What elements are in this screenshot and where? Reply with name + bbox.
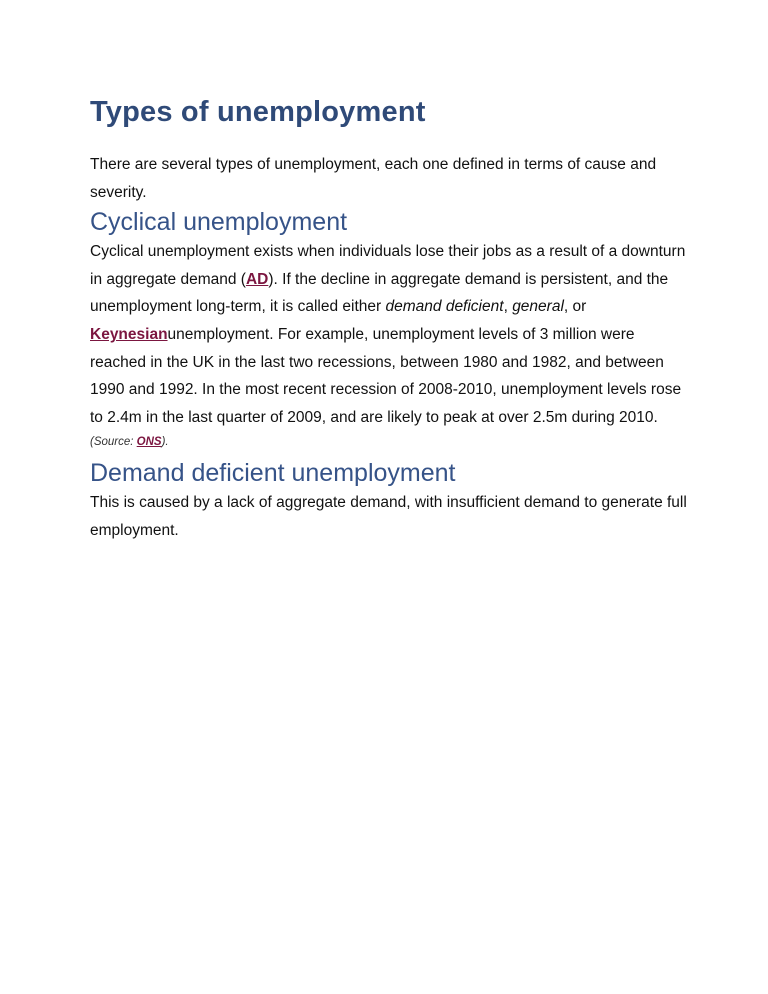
cyclical-heading: Cyclical unemployment xyxy=(90,208,348,237)
document-page xyxy=(90,92,690,545)
cyclical-text-1: Cyclical unemployment exists when individuals lose their jobs as a result of a downturn in aggregate demand ( xyxy=(90,243,686,288)
demand-deficient-heading: Demand deficient unemployment xyxy=(90,459,456,488)
cyclical-text-2: ). If the decline in aggregate demand is persistent, and the unemployment long-term, it is called either xyxy=(90,270,669,316)
separator-2: , or xyxy=(563,298,587,316)
ons-link[interactable]: ONS xyxy=(136,436,162,449)
page-title: Types of unemployment xyxy=(90,96,426,128)
term-general: general xyxy=(512,298,564,316)
demand-deficient-paragraph: This is caused by a lack of aggregate demand, with insufficient demand to generate full employment. xyxy=(90,494,687,539)
keynesian-link[interactable]: Keynesian xyxy=(90,325,168,343)
term-demand-deficient: demand deficient xyxy=(385,298,504,316)
source-note xyxy=(90,431,690,453)
cyclical-text-3: unemployment. For example, unemployment levels of 3 million were reached in the UK in the last two recessions, between 1980 and 1982, and between 1990 and 1992. In the most recent recession of 2008-2010, unemployment levels rose to 2.4m in the last quarter of 2009, and are likely to peak at over 2.5m during 2010. xyxy=(90,325,682,426)
ad-link[interactable]: AD xyxy=(245,270,269,288)
intro-paragraph: There are several types of unemployment, each one defined in terms of cause and severity. xyxy=(90,156,657,201)
separator-1: , xyxy=(503,298,513,316)
source-suffix: ). xyxy=(161,436,169,449)
cyclical-paragraph xyxy=(90,238,690,431)
source-prefix: (Source: xyxy=(90,436,137,449)
